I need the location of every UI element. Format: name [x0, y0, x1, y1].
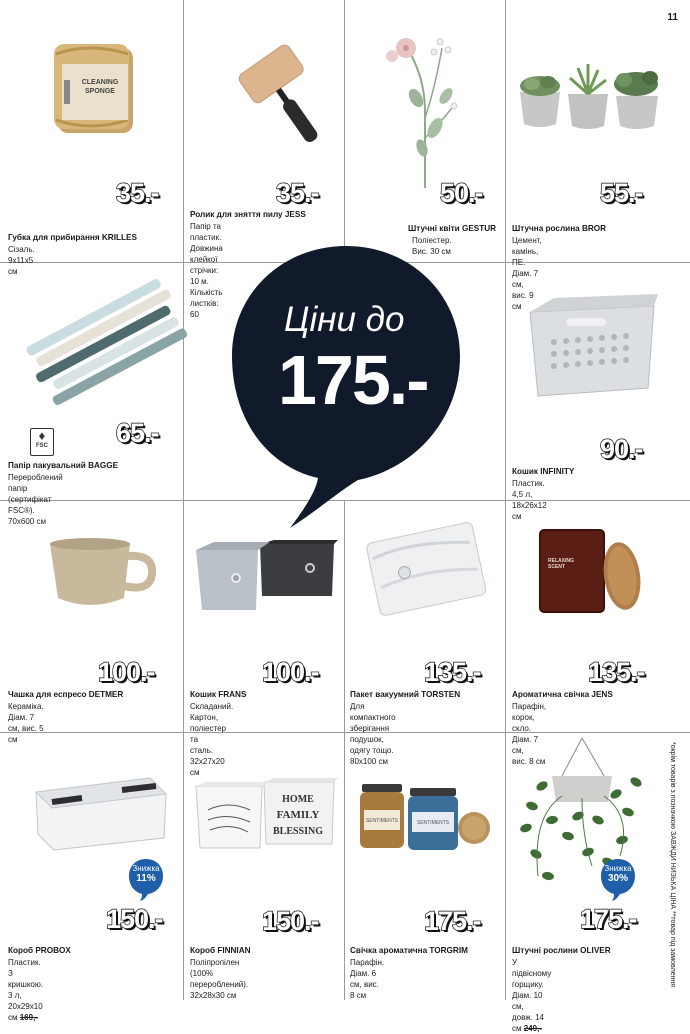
- scented-candle-image: [536, 526, 648, 616]
- product-description: Сізаль. 9x11x5 см: [8, 245, 35, 276]
- price-tag: 150.-: [106, 904, 163, 934]
- promo-value: 175.-: [278, 341, 428, 419]
- box-print-text: FAMILY: [276, 809, 320, 821]
- product-name: Губка для прибирання KRILLES: [8, 233, 137, 242]
- candle-label-text: SCENT: [548, 564, 565, 570]
- folding-baskets-image: [192, 540, 342, 615]
- grid-divider: [0, 732, 690, 733]
- discount-badge: Знижка 30%: [600, 858, 636, 902]
- price-tag: 65.-: [116, 418, 159, 448]
- artificial-flowers-image: [380, 28, 470, 193]
- product-description: Пластик. 4,5 л, 18x26x12 см: [512, 479, 547, 521]
- price-tag: 55.-: [600, 178, 643, 208]
- grid-divider: [344, 0, 345, 262]
- product-name: Ароматична свічка JENS: [512, 690, 613, 699]
- price-tag: 175.-: [580, 904, 637, 934]
- product-name: Короб PROBOX: [8, 946, 71, 955]
- product-description: Кераміка. Діам. 7 см, вис. 5 см: [8, 702, 44, 744]
- price-tag: 50.-: [440, 178, 483, 208]
- sponge-image: [50, 40, 145, 145]
- product-description: Поліпропілен (100% перероблений). 32x28x30 см: [190, 958, 249, 1000]
- old-price: 249,-: [523, 1024, 542, 1033]
- price-tag: 150.-: [262, 906, 319, 936]
- sponge-package-text: SPONGE: [85, 88, 115, 95]
- candle-label-text: RELAXING: [548, 558, 574, 564]
- product-name: Ролик для зняття пилу JESS: [190, 210, 306, 219]
- candle-label-text: SENTIMENTS: [416, 820, 450, 826]
- product-name: Папір пакувальний BAGGE: [8, 461, 119, 470]
- product-name: Штучна рослина BROR: [512, 224, 607, 233]
- product-description: Пластик. З кришкою. 3 л, 20x29x10 см 169,-: [8, 958, 44, 1022]
- product-description: У підвісному горщику. Діам. 10 см, довж. 14 см 249,-: [512, 958, 552, 1033]
- product-name: Штучні квіти GESTUR: [408, 224, 497, 233]
- product-name: Пакет вакуумний TORSTEN: [350, 690, 461, 699]
- product-description: Для компактного зберігання подушок, одягу тощо. 80x100 см: [350, 702, 396, 766]
- product-name: Свічка ароматична TORGRIM: [350, 946, 468, 955]
- vacuum-bag-image: [364, 518, 489, 618]
- promo-title: Ціни до: [284, 300, 405, 339]
- price-tag: 100.-: [98, 657, 155, 687]
- espresso-cup-image: [44, 536, 159, 616]
- product-description: Перероблений папір (сертифікат FSC®). 70x600 см: [8, 473, 63, 526]
- fsc-logo: ♦ FSC: [30, 428, 54, 456]
- wrapping-paper-image: [28, 280, 178, 390]
- sponge-package-text: CLEANING: [81, 79, 119, 86]
- discount-badge: Знижка 11%: [128, 858, 164, 902]
- price-tag: 90.-: [600, 434, 643, 464]
- lint-roller-image: [214, 38, 324, 153]
- box-print-text: HOME: [282, 794, 314, 805]
- product-name: Штучні рослини OLIVER: [512, 946, 611, 955]
- storage-box-image: [192, 776, 342, 852]
- price-tag: 175.-: [424, 906, 481, 936]
- product-name: Чашка для еспресо DETMER: [8, 690, 124, 699]
- product-description: Поліестер. Вис. 30 см: [412, 236, 452, 256]
- page-number: 11: [667, 12, 678, 23]
- product-description: Папір та пластик. Довжина клейкої стрічки: 10 м. Кількість листків: 60: [190, 222, 223, 319]
- storage-basket-image: [524, 292, 664, 402]
- product-description: Парафін, корок, скло. Діам. 7 см, вис. 8 см: [512, 702, 547, 766]
- product-description: Парафін. Діам. 6 см, вис. 8 см: [350, 958, 385, 1000]
- candles-image: [356, 780, 496, 852]
- artificial-plant-pots-image: [512, 62, 672, 132]
- box-print-text: BLESSING: [272, 826, 324, 837]
- price-tag: 135.-: [588, 657, 645, 687]
- old-price: 169,-: [19, 1013, 38, 1022]
- price-tag: 135.-: [424, 657, 481, 687]
- footnote: *окрім товарів з позначкою ЗАВЖДИ НИЗЬКА ЦІНА **товар під замовлення: [669, 742, 676, 988]
- candle-label-text: SENTIMENTS: [365, 818, 399, 824]
- product-name: Кошик INFINITY: [512, 467, 575, 476]
- price-tag: 100.-: [262, 657, 319, 687]
- product-name: Короб FINNIAN: [190, 946, 251, 955]
- price-tag: 35.-: [116, 178, 159, 208]
- grid-divider: [344, 500, 345, 1000]
- product-description: Складаний. Картон, поліестер та сталь. 32x27x20 см: [190, 702, 234, 777]
- product-description: Цемент, камінь, ПЕ. Діам. 7 см, вис. 9 см: [512, 236, 542, 311]
- plastic-box-image: [30, 764, 175, 854]
- product-name: Кошик FRANS: [190, 690, 247, 699]
- price-tag: 35.-: [276, 178, 319, 208]
